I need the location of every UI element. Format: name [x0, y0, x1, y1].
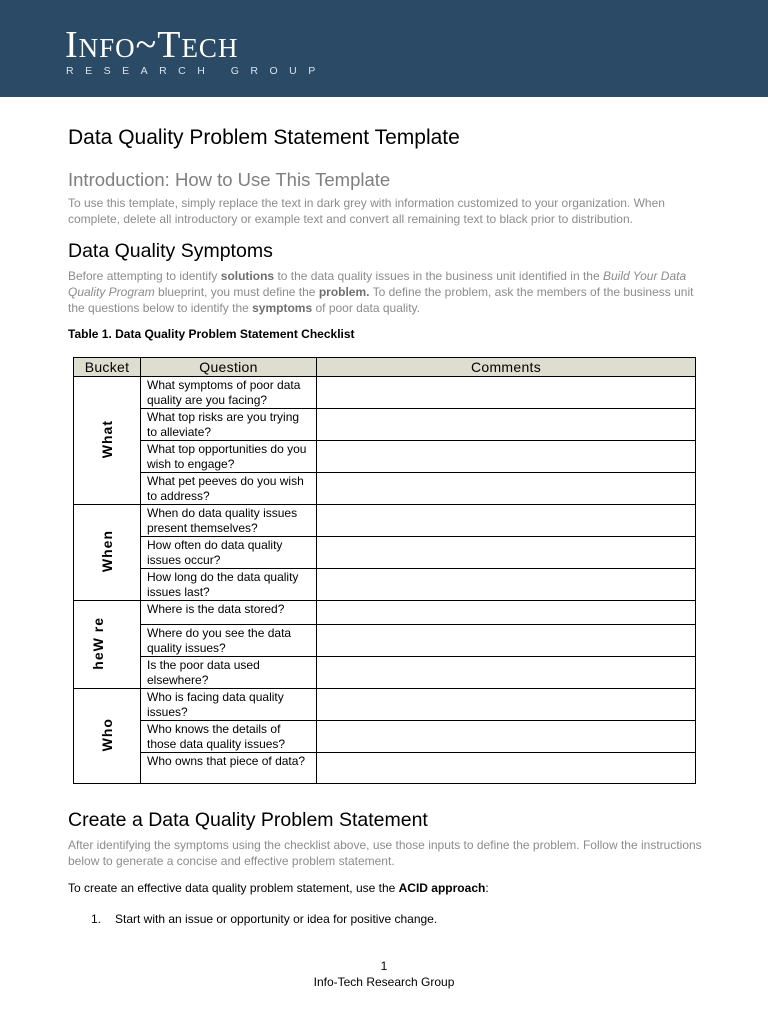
header-comments: Comments [317, 358, 696, 377]
table-row [74, 601, 696, 625]
question-cell: Who knows the details of those data quality issues? [141, 721, 317, 753]
question-cell: Who is facing data quality issues? [141, 689, 317, 721]
document-title: Data Quality Problem Statement Template [68, 126, 460, 149]
question-cell: When do data quality issues present themselves? [141, 505, 317, 537]
question-cell: Is the poor data used elsewhere? [141, 657, 317, 689]
question-cell: Who owns that piece of data? [141, 753, 317, 784]
comment-cell[interactable] [317, 721, 696, 753]
comment-cell[interactable] [317, 569, 696, 601]
table-row [74, 473, 696, 505]
comment-cell[interactable] [317, 537, 696, 569]
comment-cell[interactable] [317, 505, 696, 537]
question-cell: What symptoms of poor data quality are you facing? [141, 377, 317, 409]
comment-cell[interactable] [317, 601, 696, 625]
table-row [74, 753, 696, 784]
symptoms-heading: Data Quality Symptoms [68, 240, 273, 262]
table-row [74, 721, 696, 753]
table-row [74, 537, 696, 569]
create-text: After identifying the symptoms using the checklist above, use those inputs to define the problem. Follow the instructions below to generate a concise and effective problem statement. [68, 838, 702, 868]
comment-cell[interactable] [317, 441, 696, 473]
question-cell: Where is the data stored? [141, 601, 317, 625]
list-number: 1. [91, 912, 102, 926]
bucket-what [74, 377, 141, 505]
footer-company: Info-Tech Research Group [313, 975, 455, 989]
bucket-label: Who [99, 717, 115, 752]
comment-cell[interactable] [317, 657, 696, 689]
table-caption: Table 1. Data Quality Problem Statement Checklist [68, 327, 355, 341]
create-heading: Create a Data Quality Problem Statement [68, 809, 428, 831]
question-cell: What pet peeves do you wish to address? [141, 473, 317, 505]
brand-logo: Info~Tech [65, 24, 239, 66]
acid-instruction: To create an effective data quality problem statement, use the ACID approach: [68, 881, 489, 895]
comment-cell[interactable] [317, 689, 696, 721]
question-cell: Where do you see the data quality issues? [141, 625, 317, 657]
brand-subtitle: RESEARCH GROUP [66, 65, 327, 77]
bucket-label: When [99, 529, 115, 573]
comment-cell[interactable] [317, 753, 696, 784]
table-row [74, 625, 696, 657]
symptoms-text: Before attempting to identify solutions to the data quality issues in the business unit identified in the Build Your Data Quality Program blueprint, you must define the problem. To define the problem, ask the members of the business unit the questions below to identify the symptoms of poor data quality. [68, 269, 694, 315]
comment-cell[interactable] [317, 377, 696, 409]
header-bucket: Bucket [74, 358, 141, 377]
comment-cell[interactable] [317, 409, 696, 441]
intro-heading: Introduction: How to Use This Template [68, 169, 391, 190]
bucket-where [74, 601, 141, 689]
table-row [74, 689, 696, 721]
bucket-when [74, 505, 141, 601]
comment-cell[interactable] [317, 473, 696, 505]
checklist-table [73, 357, 696, 784]
page-header [0, 0, 768, 97]
table-row [74, 409, 696, 441]
question-cell: How long do the data quality issues last? [141, 569, 317, 601]
bucket-label: heW re [90, 616, 106, 670]
table-row [74, 569, 696, 601]
question-cell: What top opportunities do you wish to engage? [141, 441, 317, 473]
bucket-who [74, 689, 141, 784]
header-question: Question [141, 358, 317, 377]
list-item [91, 912, 437, 926]
intro-text: To use this template, simply replace the text in dark grey with information customized to your organization. When complete, delete all introductory or example text and convert all remaining text to black prior to distribution. [68, 196, 665, 226]
table-row [74, 505, 696, 537]
bucket-label: What [99, 419, 115, 459]
comment-cell[interactable] [317, 625, 696, 657]
table-header-row [74, 358, 696, 377]
page-number: 1 [380, 959, 388, 973]
table-row [74, 441, 696, 473]
table-row [74, 377, 696, 409]
question-cell: How often do data quality issues occur? [141, 537, 317, 569]
list-text: Start with an issue or opportunity or idea for positive change. [115, 912, 438, 926]
question-cell: What top risks are you trying to alleviate? [141, 409, 317, 441]
table-row [74, 657, 696, 689]
